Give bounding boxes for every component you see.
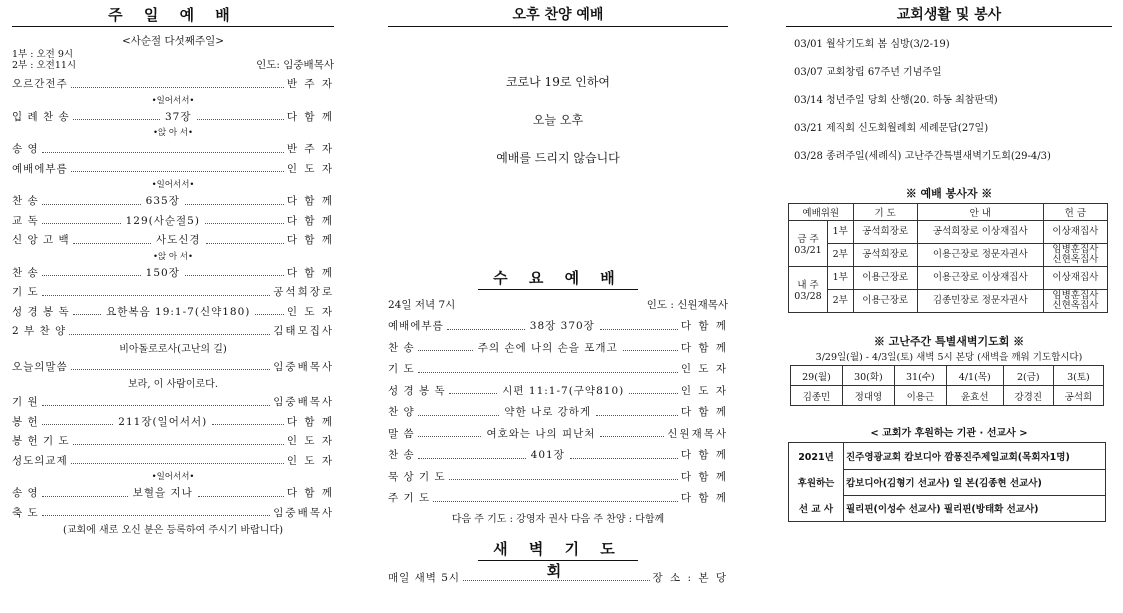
servant-header-cell: 헌 금 bbox=[1043, 204, 1107, 221]
servant-guide-cell: 이용근장로 정문자권사 bbox=[917, 244, 1043, 267]
order-person: 임중배목사 bbox=[273, 396, 334, 408]
passion-name-cell: 이용근 bbox=[894, 386, 946, 406]
dawn-prayer-title: 새 벽 기 도 회 bbox=[478, 538, 638, 561]
order-row bbox=[12, 452, 334, 472]
passion-day-cell: 2(금) bbox=[1003, 366, 1053, 386]
wed-order-label: 묵 상 기 도 bbox=[388, 470, 446, 483]
notice-line-1: 코로나 19로 인하여 bbox=[505, 75, 611, 89]
wed-order-row bbox=[388, 338, 728, 360]
order-person: 임중배목사 bbox=[273, 360, 334, 373]
mission-title: < 교회가 후원하는 기관 · 선교사 > bbox=[870, 428, 1028, 439]
servant-part-cell: 1부 bbox=[828, 221, 854, 244]
order-label: 축 도 bbox=[12, 506, 39, 519]
wed-order-person: 인 도 자 bbox=[680, 363, 728, 375]
servant-header-row bbox=[789, 204, 1108, 221]
sunday-service-column bbox=[12, 0, 334, 613]
passion-names-row bbox=[791, 386, 1104, 406]
middle-column bbox=[388, 0, 728, 613]
order-label: 기 도 bbox=[12, 286, 39, 298]
order-note: •앉 아 서• bbox=[152, 251, 194, 262]
passion-name-cell: 공석희 bbox=[1053, 386, 1103, 406]
dawn-prayer-time: 매일 새벽 5시 bbox=[388, 571, 461, 584]
wed-order-detail: 401장 bbox=[530, 449, 565, 461]
wed-order-row bbox=[388, 488, 728, 510]
wed-order-label: 주 기 도 bbox=[388, 492, 431, 504]
passion-week-title: ※ 고난주간 특별새벽기도회 ※ bbox=[873, 335, 1025, 348]
wed-order-person: 다 함 께 bbox=[680, 449, 728, 461]
order-detail: 보혈을 지나 bbox=[132, 487, 193, 499]
leader-label: 인도: 임중배목사 bbox=[256, 59, 334, 71]
order-detail: 129(사순절5) bbox=[125, 214, 200, 227]
mission-row bbox=[789, 469, 1106, 495]
order-person: 다 함 께 bbox=[286, 415, 334, 428]
order-note: 보라, 이 사람이로다. bbox=[128, 379, 218, 390]
order-row bbox=[12, 432, 334, 452]
servant-week-cell: 금 주 03/21 bbox=[789, 221, 828, 267]
order-note: (교회에 새로 오신 분은 등록하여 주시기 바랍니다) bbox=[62, 525, 284, 536]
passion-name-cell: 강경진 bbox=[1003, 386, 1053, 406]
announcement-item: 03/01 월삭기도회 봄 심방(3/2-19) bbox=[794, 39, 950, 50]
wed-order-label: 찬 양 bbox=[388, 406, 415, 418]
order-person: 인 도 자 bbox=[286, 305, 334, 318]
mission-cell: 진주영광교회 캄보디아 깜퐁진주제일교회(목회자1명) bbox=[844, 443, 1106, 470]
order-row bbox=[12, 264, 334, 284]
wed-order-label: 예배에부름 bbox=[388, 320, 444, 332]
servant-row bbox=[789, 244, 1108, 267]
passion-name-cell: 정대영 bbox=[842, 386, 894, 406]
order-label: 오르간전주 bbox=[12, 78, 68, 90]
wed-order-person: 다 함 께 bbox=[680, 406, 728, 418]
wed-order-detail: 시편 11:1-7(구약810) bbox=[502, 384, 625, 397]
order-row bbox=[12, 212, 334, 232]
servant-header-cell: 예배위원 bbox=[789, 204, 854, 221]
wed-order-detail: 약한 나로 강하게 bbox=[504, 406, 592, 418]
order-row bbox=[12, 413, 334, 433]
order-detail: 635장 bbox=[145, 195, 180, 207]
passion-days-row bbox=[791, 366, 1104, 386]
passion-day-cell: 3(토) bbox=[1053, 366, 1103, 386]
order-detail: 사도신경 bbox=[155, 234, 201, 246]
wed-order-person: 인 도 자 bbox=[680, 384, 728, 397]
order-detail: 211장(일어서서) bbox=[118, 415, 208, 428]
wed-order-row bbox=[388, 359, 728, 381]
wed-order-row bbox=[388, 316, 728, 338]
passion-name-cell: 윤효선 bbox=[946, 386, 1003, 406]
announcement-item: 03/28 종려주일(세례식) 고난주간특별새벽기도회(29-4/3) bbox=[794, 151, 1051, 162]
order-person: 다 함 께 bbox=[286, 487, 334, 499]
order-row bbox=[12, 322, 334, 342]
order-row bbox=[12, 484, 334, 504]
order-person: 다 함 께 bbox=[286, 266, 334, 279]
servant-offering-cell: 임병훈집사 신현옥집사 bbox=[1043, 244, 1107, 267]
servant-offering-cell: 이상재집사 bbox=[1043, 221, 1107, 244]
mission-cell: 캄보디아(김형기 선교사) 일 본(김종현 선교사) bbox=[844, 469, 1106, 495]
order-label: 교 독 bbox=[12, 214, 39, 227]
order-person: 반 주 자 bbox=[286, 143, 334, 155]
servant-table bbox=[788, 203, 1108, 313]
wed-order-row bbox=[388, 381, 728, 403]
mission-row bbox=[789, 443, 1106, 470]
service-times bbox=[12, 49, 334, 73]
servant-guide-cell: 김종민장로 정문자권사 bbox=[917, 290, 1043, 313]
wednesday-order-list bbox=[388, 316, 728, 510]
wed-order-row bbox=[388, 402, 728, 424]
servant-prayer-cell: 공석희장로 bbox=[853, 244, 917, 267]
passion-week-table bbox=[790, 365, 1104, 406]
wed-order-row bbox=[388, 424, 728, 446]
order-label: 찬 송 bbox=[12, 195, 39, 207]
order-row bbox=[12, 192, 334, 212]
order-row bbox=[12, 75, 334, 95]
order-label: 찬 송 bbox=[12, 266, 39, 279]
wed-order-row bbox=[388, 467, 728, 489]
wed-order-person: 다 함 께 bbox=[680, 492, 728, 504]
sunday-service-title: 주 일 예 배 bbox=[12, 0, 334, 27]
church-life-title: 교회생활 및 봉사 bbox=[786, 0, 1112, 27]
order-note: 비아돌로로사(고난의 길) bbox=[119, 343, 227, 355]
announcement-list bbox=[786, 31, 1112, 171]
sunday-subtitle: <사순절 다섯째주일> bbox=[121, 35, 225, 47]
wed-order-person: 다 함 께 bbox=[680, 470, 728, 483]
passion-day-cell: 31(수) bbox=[894, 366, 946, 386]
order-row bbox=[12, 108, 334, 128]
wed-order-person: 다 함 께 bbox=[680, 341, 728, 354]
servant-row bbox=[789, 267, 1108, 290]
wed-order-label: 찬 송 bbox=[388, 341, 415, 354]
order-label: 신 앙 고 백 bbox=[12, 234, 70, 246]
wed-order-label: 기 도 bbox=[388, 363, 415, 375]
order-person: 다 함 께 bbox=[286, 110, 334, 123]
servant-header-cell: 안 내 bbox=[917, 204, 1043, 221]
wed-order-detail: 38장 370장 bbox=[529, 320, 595, 332]
order-person: 반 주 자 bbox=[286, 78, 334, 90]
passion-name-cell: 김종민 bbox=[791, 386, 843, 406]
order-detail: 요한복음 19:1-7(신약180) bbox=[106, 305, 251, 318]
order-label: 오늘의말씀 bbox=[12, 360, 68, 373]
passion-day-cell: 30(화) bbox=[842, 366, 894, 386]
servant-title: ※ 예배 봉사자 ※ bbox=[905, 187, 993, 200]
announcement-item: 03/21 제직회 신도회월례회 세례문답(27일) bbox=[794, 123, 989, 134]
order-person: 김태모집사 bbox=[273, 325, 334, 337]
wednesday-next: 다음 주 기도 : 강영자 권사 다음 주 찬양 : 다함께 bbox=[451, 513, 665, 525]
servant-header-cell: 기 도 bbox=[853, 204, 917, 221]
time-first: 1부 : 오전 9시 bbox=[12, 49, 74, 60]
servant-offering-cell: 임병훈집사 신현옥집사 bbox=[1043, 290, 1107, 313]
servant-part-cell: 2부 bbox=[828, 290, 854, 313]
wednesday-time: 24일 저녁 7시 bbox=[388, 299, 456, 311]
wednesday-service-title: 수 요 예 배 bbox=[478, 267, 638, 290]
mission-label-cell: 선 교 사 bbox=[789, 495, 844, 522]
order-person: 다 함 께 bbox=[286, 214, 334, 227]
announcement-item: 03/07 교회창립 67주년 기념주일 bbox=[794, 67, 942, 78]
order-note: •앉 아 서• bbox=[152, 128, 194, 138]
order-row bbox=[12, 160, 334, 180]
order-row bbox=[12, 283, 334, 303]
order-label: 입 례 찬 송 bbox=[12, 110, 70, 123]
servant-part-cell: 2부 bbox=[828, 244, 854, 267]
order-row bbox=[12, 504, 334, 524]
order-label: 예배에부름 bbox=[12, 162, 68, 175]
wed-order-person: 신원재목사 bbox=[667, 427, 728, 440]
order-label: 봉 헌 bbox=[12, 415, 39, 428]
order-note: •일어서서• bbox=[151, 472, 195, 482]
servant-guide-cell: 공석희장로 이상재집사 bbox=[917, 221, 1043, 244]
servant-prayer-cell: 공석희장로 bbox=[853, 221, 917, 244]
mission-label-cell: 후원하는 bbox=[789, 469, 844, 495]
order-label: 2 부 찬 양 bbox=[12, 325, 67, 337]
afternoon-service-title: 오후 찬양 예배 bbox=[388, 0, 728, 27]
wed-order-person: 다 함 께 bbox=[680, 320, 728, 332]
order-label: 송 영 bbox=[12, 487, 39, 499]
passion-day-cell: 4/1(목) bbox=[946, 366, 1003, 386]
order-person: 인 도 자 bbox=[286, 454, 334, 467]
wed-order-label: 말 씀 bbox=[388, 427, 415, 440]
mission-row bbox=[789, 495, 1106, 522]
order-row bbox=[12, 231, 334, 251]
mission-table bbox=[788, 442, 1106, 522]
servant-part-cell: 1부 bbox=[828, 267, 854, 290]
passion-week-subtitle: 3/29일(월) - 4/3일(토) 새벽 5시 본당 (새벽을 깨워 기도합시다) bbox=[815, 352, 1083, 363]
notice-line-3: 예배를 드리지 않습니다 bbox=[496, 151, 620, 165]
order-person: 공석희장로 bbox=[273, 286, 334, 298]
order-note: •일어서서• bbox=[151, 180, 195, 190]
wed-order-label: 찬 송 bbox=[388, 449, 415, 461]
order-label: 봉 헌 기 도 bbox=[12, 435, 70, 447]
order-row bbox=[12, 393, 334, 413]
order-row bbox=[12, 140, 334, 160]
order-person: 인 도 자 bbox=[286, 162, 334, 175]
order-row bbox=[12, 303, 334, 323]
servant-prayer-cell: 이용근장로 bbox=[853, 267, 917, 290]
order-detail: 37장 bbox=[164, 110, 192, 123]
wed-order-detail: 주의 손에 나의 손을 포개고 bbox=[477, 341, 618, 354]
mission-cell: 필리핀(이성수 선교사) 필리핀(방태화 선교사) bbox=[844, 495, 1106, 522]
servant-row bbox=[789, 221, 1108, 244]
wed-order-detail: 여호와는 나의 피난처 bbox=[486, 427, 596, 440]
wed-order-label: 성 경 봉 독 bbox=[388, 384, 446, 397]
wednesday-leader: 인도 : 신원재목사 bbox=[646, 299, 728, 311]
notice-line-2: 오늘 오후 bbox=[532, 113, 584, 127]
sunday-order-list bbox=[12, 75, 334, 539]
passion-day-cell: 29(월) bbox=[791, 366, 843, 386]
servant-row bbox=[789, 290, 1108, 313]
servant-offering-cell: 이상재집사 bbox=[1043, 267, 1107, 290]
order-person: 다 함 께 bbox=[286, 234, 334, 246]
order-label: 성도의교제 bbox=[12, 454, 68, 467]
order-person: 임중배목사 bbox=[273, 506, 334, 519]
order-label: 송 영 bbox=[12, 143, 39, 155]
order-row bbox=[12, 358, 334, 378]
order-label: 성 경 봉 독 bbox=[12, 305, 70, 318]
dawn-prayer-place: 장 소 : 본 당 bbox=[652, 571, 728, 584]
servant-week-cell: 내 주 03/28 bbox=[789, 267, 828, 313]
servant-prayer-cell: 이용근장로 bbox=[853, 290, 917, 313]
time-second: 2부 : 오전11시 bbox=[12, 60, 77, 71]
announcement-item: 03/14 청년주일 당회 산행(20. 하동 최참판댁) bbox=[794, 95, 998, 106]
order-note: •일어서서• bbox=[151, 95, 195, 106]
order-detail: 150장 bbox=[145, 266, 180, 279]
church-life-column bbox=[786, 0, 1112, 613]
wed-order-row bbox=[388, 445, 728, 467]
order-person: 다 함 께 bbox=[286, 195, 334, 207]
mission-label-cell: 2021년 bbox=[789, 443, 844, 470]
servant-guide-cell: 이용근장로 이상재집사 bbox=[917, 267, 1043, 290]
order-label: 기 원 bbox=[12, 396, 39, 408]
order-person: 인 도 자 bbox=[286, 435, 334, 447]
